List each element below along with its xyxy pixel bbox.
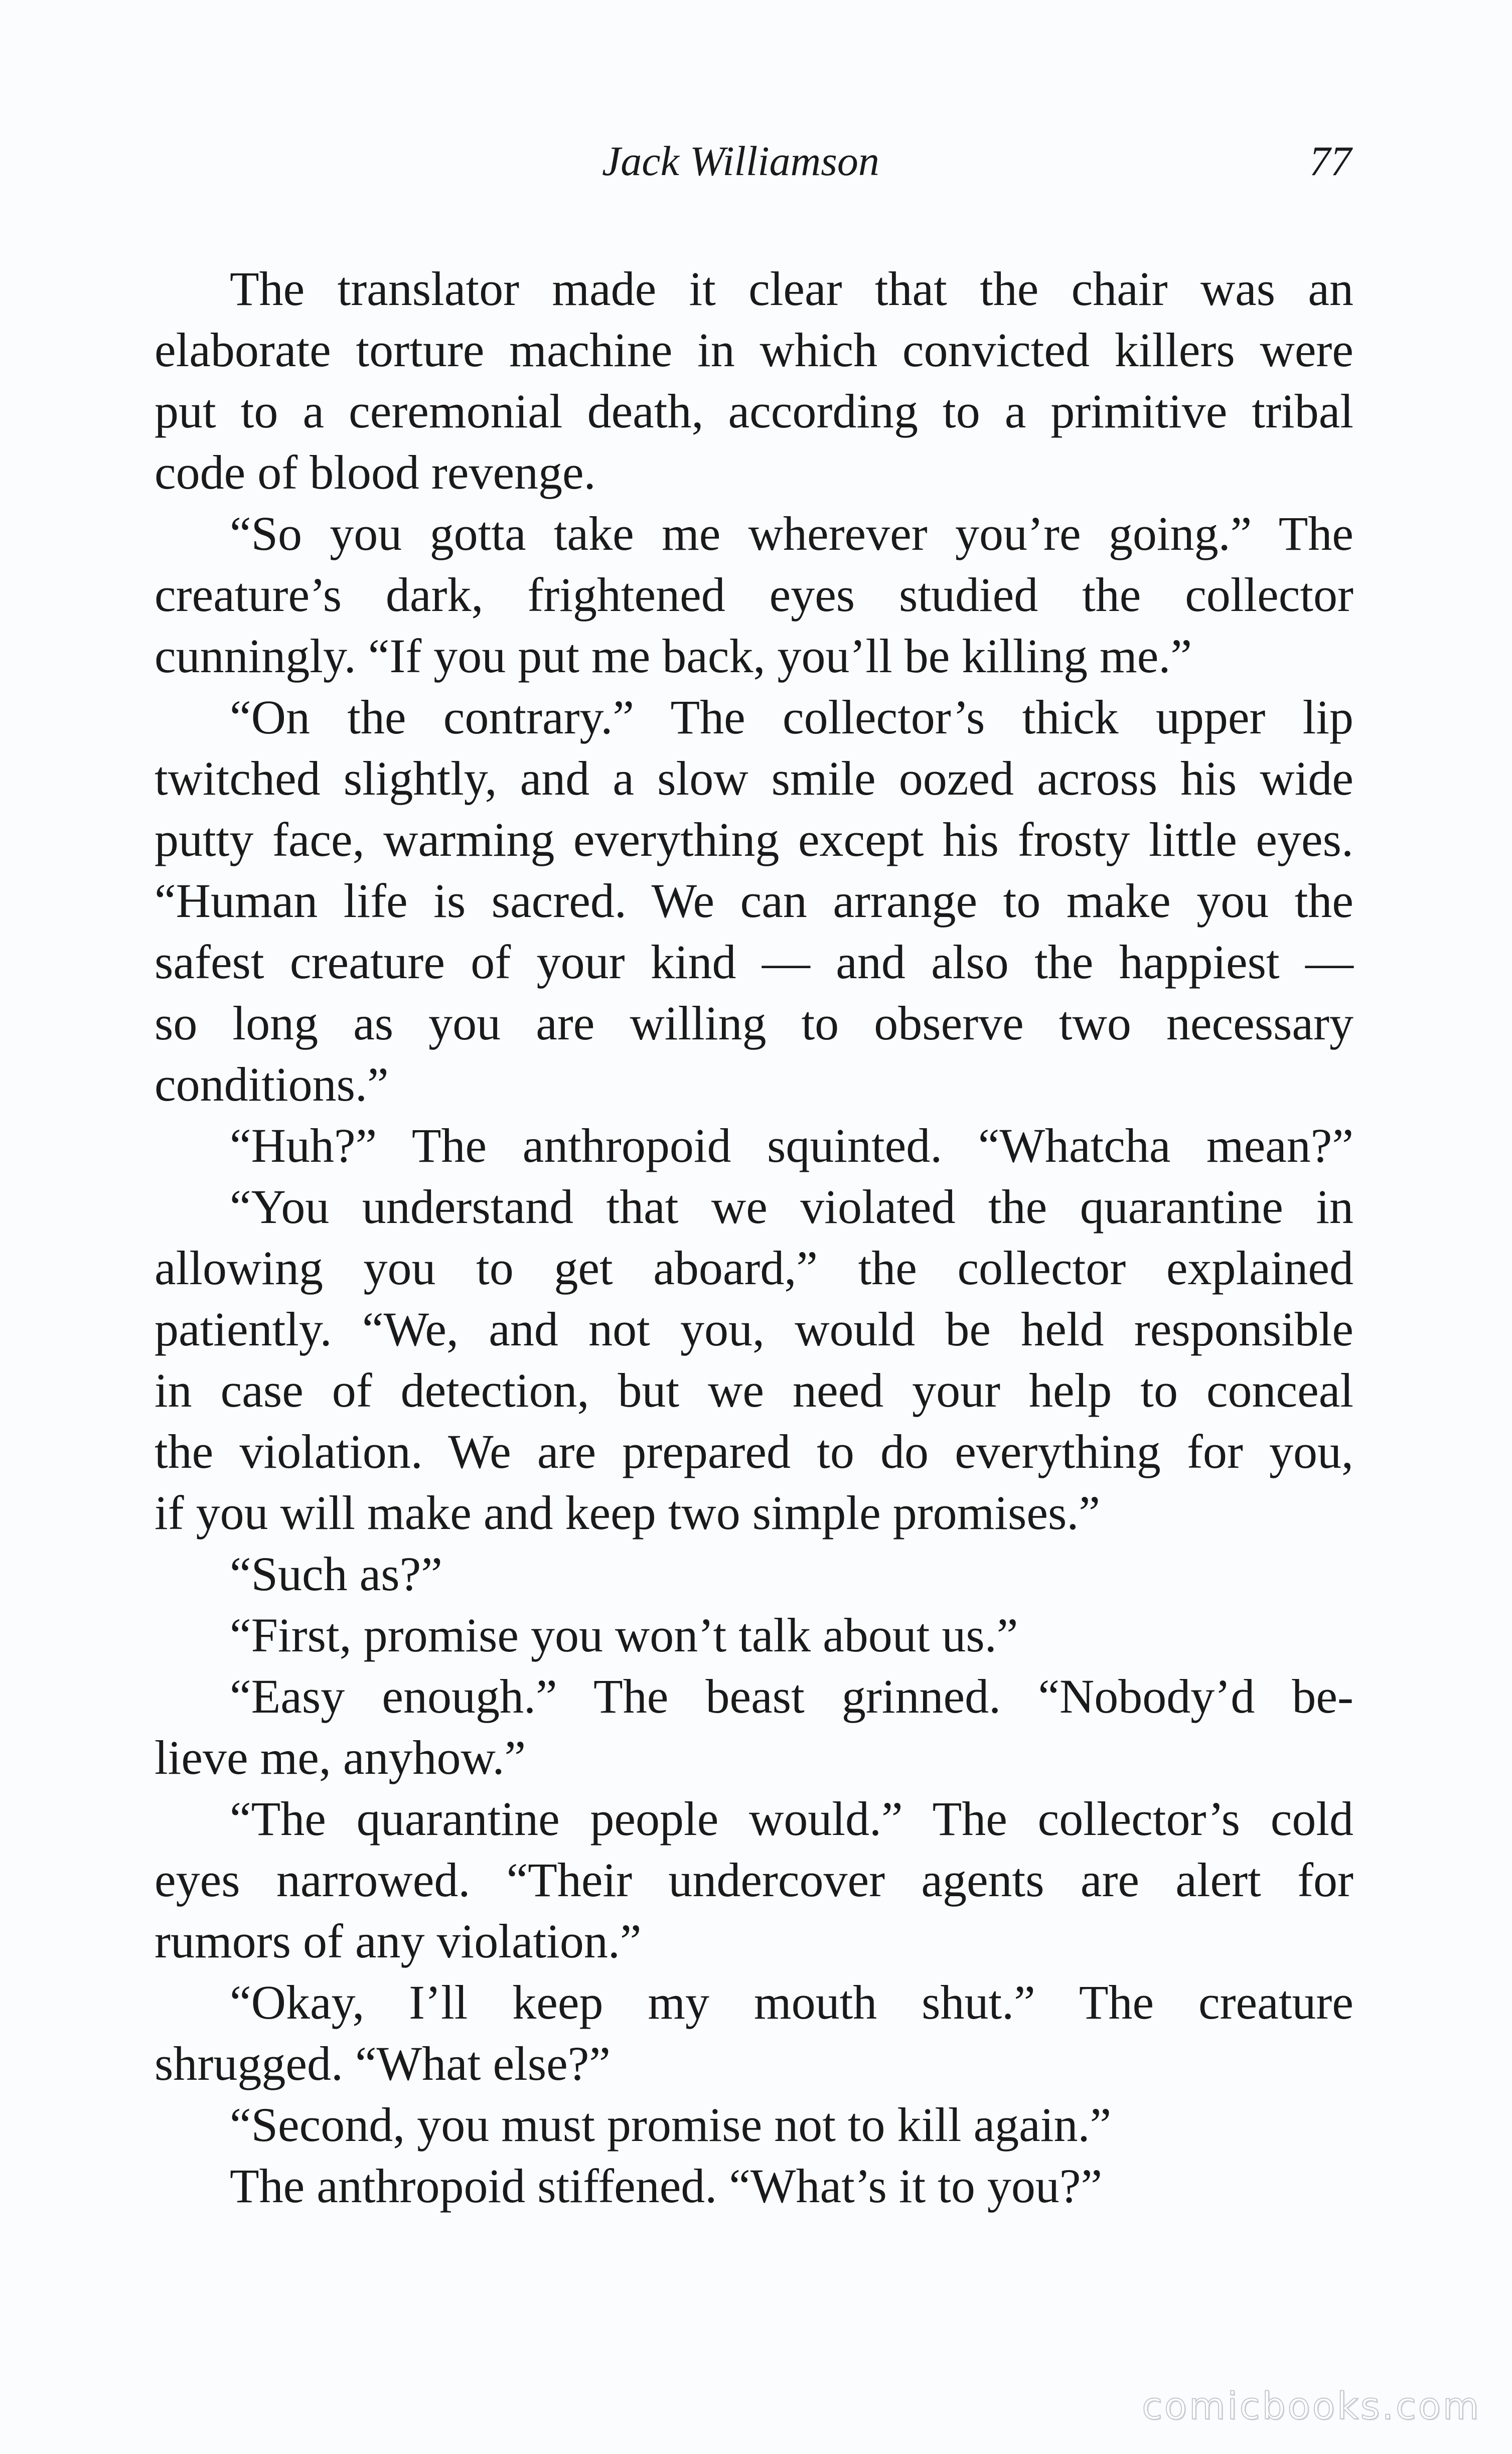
text-line: patiently. “We, and not you, would be held responsible: [155, 1302, 1353, 1356]
text-line: code of blood revenge.: [155, 445, 596, 499]
text-line: so long as you are willing to observe two necessary: [155, 996, 1353, 1050]
text-line: cunningly. “If you put me back, you’ll be killing me.”: [155, 629, 1192, 683]
text-line: “Second, you must promise not to kill again.”: [230, 2098, 1112, 2152]
text-line: “First, promise you won’t talk about us.”: [230, 1608, 1018, 1662]
running-head-author: Jack Williamson: [602, 138, 879, 185]
text-line: “Such as?”: [230, 1547, 442, 1601]
text-line: “Huh?” The anthropoid squinted. “Whatcha mean?”: [230, 1119, 1353, 1172]
text-line: “You understand that we violated the quarantine in: [230, 1180, 1353, 1234]
text-line: the violation. We are prepared to do everything for you,: [155, 1425, 1353, 1478]
text-line: safest creature of your kind — and also the happiest —: [155, 935, 1353, 989]
text-line: in case of detection, but we need your help to conceal: [155, 1363, 1353, 1417]
text-line: conditions.”: [155, 1057, 389, 1111]
text-line: “Okay, I’ll keep my mouth shut.” The creature: [230, 1975, 1353, 2029]
text-line: allowing you to get aboard,” the collector explained: [155, 1241, 1353, 1295]
text-line: “On the contrary.” The collector’s thick upper lip: [230, 690, 1353, 744]
text-line: put to a ceremonial death, according to a primitive tribal: [155, 384, 1353, 438]
text-line: The anthropoid stiffened. “What’s it to you?”: [230, 2159, 1103, 2213]
page-number: 77: [1309, 138, 1351, 185]
text-line: “So you gotta take me wherever you’re going.” The: [230, 507, 1353, 560]
watermark: comicbooks.com: [1142, 2385, 1481, 2428]
text-line: eyes narrowed. “Their undercover agents are alert for: [155, 1853, 1353, 1907]
text-line: rumors of any violation.”: [155, 1914, 642, 1968]
text-line: putty face, warming everything except his frosty little eyes.: [155, 813, 1353, 866]
text-line: if you will make and keep two simple promises.”: [155, 1486, 1100, 1540]
text-line: lieve me, anyhow.”: [155, 1731, 526, 1784]
text-line: The translator made it clear that the chair was an: [230, 262, 1353, 316]
running-head: [150, 131, 1362, 192]
body-text: [155, 258, 1353, 2217]
text-line: “The quarantine people would.” The collector’s cold: [230, 1792, 1353, 1846]
text-line: creature’s dark, frightened eyes studied the collector: [155, 568, 1353, 622]
text-line: shrugged. “What else?”: [155, 2037, 611, 2090]
text-line: elaborate torture machine in which convicted killers were: [155, 323, 1353, 377]
text-line: “Easy enough.” The beast grinned. “Nobody’d be-: [230, 1669, 1353, 1723]
text-line: “Human life is sacred. We can arrange to make you the: [155, 874, 1353, 928]
text-line: twitched slightly, and a slow smile oozed across his wide: [155, 751, 1353, 805]
